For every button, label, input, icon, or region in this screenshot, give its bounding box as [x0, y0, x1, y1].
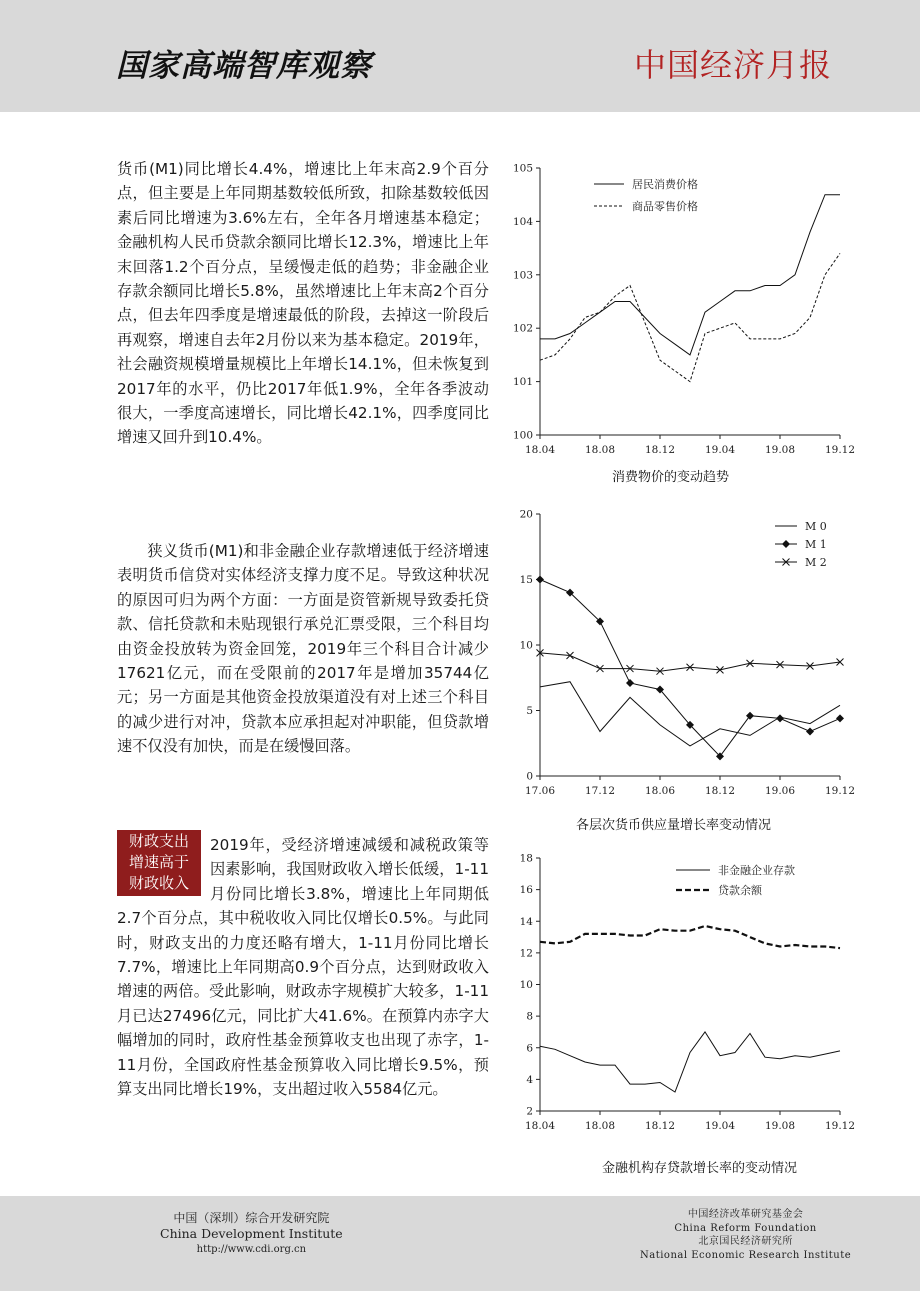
y-tick-label: 12 — [519, 947, 533, 960]
y-tick-label: 10 — [519, 979, 533, 991]
footer-neri-name-en: National Economic Research Institute — [640, 1249, 852, 1261]
legend-label-1: M 1 — [805, 538, 827, 551]
data-point-diamond — [746, 712, 754, 720]
data-point-diamond — [626, 679, 634, 687]
y-tick-label: 20 — [519, 508, 533, 521]
x-tick-label: 18.12 — [704, 785, 736, 797]
x-tick-label: 19.08 — [764, 444, 796, 456]
series-line-2 — [540, 653, 840, 671]
series-line-0 — [540, 1032, 840, 1092]
badge-line-3: 财政收入 — [128, 874, 189, 892]
deposit-loan-chart — [500, 848, 860, 1148]
x-tick-label: 17.12 — [584, 785, 616, 797]
x-tick-label: 19.06 — [764, 785, 796, 797]
legend-label-0: 非金融企业存款 — [718, 864, 795, 877]
data-point-diamond — [776, 714, 784, 722]
footer-crf-block — [640, 1208, 851, 1262]
x-tick-label: 19.04 — [704, 1120, 736, 1132]
legend-label-0: 居民消费价格 — [632, 178, 698, 191]
data-point-diamond — [806, 727, 814, 735]
cpi-chart-caption: 消费物价的变动趋势 — [612, 470, 730, 485]
x-tick-label: 19.12 — [824, 1120, 856, 1132]
x-tick-label: 19.12 — [824, 444, 856, 456]
data-point-diamond — [836, 714, 844, 722]
series-line-1 — [540, 926, 840, 948]
footer-cdi-block — [160, 1210, 343, 1258]
x-tick-label: 18.04 — [524, 444, 556, 456]
series-line-1 — [540, 253, 840, 381]
cpi-trend-chart — [500, 158, 860, 463]
y-tick-label: 18 — [519, 852, 533, 865]
x-tick-label: 18.12 — [644, 444, 676, 456]
footer-neri-name-cn: 北京国民经济研究所 — [698, 1236, 793, 1247]
series-line-0 — [540, 195, 840, 355]
footer-cdi-url[interactable]: http://www.cdi.org.cn — [196, 1244, 307, 1255]
y-tick-label: 5 — [526, 705, 533, 717]
footer-cdi-name-en: China Development Institute — [160, 1226, 343, 1241]
y-tick-label: 105 — [512, 162, 533, 175]
series-line-0 — [540, 682, 840, 746]
body-paragraph-1: 货币(M1)同比增长4.4%，增速比上年末高2.9个百分点，但主要是上年同期基数较低所致，扣除基数较低因素后同比增速为3.6%左右，全年各月增速基本稳定；金融机构人民币贷款余额同比增长12.3%，增速比上年末回落1.2个百分点，呈缓慢走低的趋势；非金融企业存款余额同比增长5.8%，虽然增速比上年末高2个百分点，但去年四季度是增速最低的阶段，去掉这一阶段后再观察，增速自去年2月份以来为基本稳定。2019年，社会融资规模增量规模比上年增长14.1%，但未恢复到2017年的水平，仍比2017年低1.9%，全年各季波动很大，一季度高速增长，同比增长42.1%，四季度同比增速又回升到10.4%。 — [117, 160, 489, 447]
x-tick-label: 18.08 — [584, 444, 616, 456]
legend-label-1: 商品零售价格 — [632, 200, 698, 213]
legend-marker-diamond — [782, 540, 790, 548]
y-tick-label: 0 — [526, 770, 533, 783]
money-supply-chart-caption: 各层次货币供应量增长率变动情况 — [576, 818, 772, 833]
report-title: 中国经济月报 — [633, 46, 832, 84]
chart-svg — [500, 504, 860, 804]
y-tick-label: 103 — [512, 269, 533, 282]
x-tick-label: 18.12 — [644, 1120, 676, 1132]
footer-cdi-name-cn: 中国（深圳）综合开发研究院 — [173, 1211, 330, 1225]
x-tick-label: 18.08 — [584, 1120, 616, 1132]
y-tick-label: 100 — [512, 429, 533, 442]
body-paragraph-2: 狭义货币(M1)和非金融企业存款增速低于经济增速表明货币信贷对实体经济支撑力度不足。导致这种状况的原因可归为两个方面：一方面是资管新规导致委托贷款、信托贷款和未贴现银行承兑汇票受限，三个科目均由资金投放转为资金回笼，2019年三个科目合计减少17621亿元，而在受限前的2017年是增加35744亿元；另一方面是其他资金投放渠道没有对上述三个科目的减少进行对冲，贷款本应承担起对冲职能，但贷款增速不仅没有加快，而是在缓慢回落。 — [117, 542, 489, 756]
legend-label-2: M 2 — [805, 556, 827, 569]
chart-svg — [500, 848, 860, 1148]
y-tick-label: 10 — [519, 639, 533, 652]
money-supply-chart — [500, 504, 860, 804]
brand-logo-text: 国家高端智库观察 — [116, 48, 372, 84]
y-tick-label: 101 — [512, 376, 533, 389]
x-tick-label: 19.12 — [824, 785, 856, 797]
page-footer — [0, 1196, 920, 1291]
section-heading-badge — [117, 830, 201, 896]
badge-line-2: 增速高于 — [128, 853, 189, 871]
x-tick-label: 19.04 — [704, 444, 736, 456]
y-tick-label: 2 — [526, 1105, 533, 1118]
chart-svg — [500, 158, 860, 463]
legend-label-1: 贷款余额 — [718, 884, 762, 897]
x-tick-label: 18.04 — [524, 1120, 556, 1132]
page-header — [0, 0, 920, 112]
fiscal-paragraph-text: 2019年，受经济增速减缓和减税政策等因素影响，我国财政收入增长低缓，1-11月份同比增长3.8%，增速比上年同期低2.7个百分点，其中税收收入同比仅增长0.5%。与此同时，财政支出的力度还略有增大，1-11月份同比增长7.7%，增速比上年同期高0.9个百分点，达到财政收入增速的两倍。受此影响，财政赤字规模扩大较多，1-11月已达27496亿元，同比扩大41.6%。在预算内赤字大幅增加的同时，政府性基金预算收支也出现了赤字，1-11月份，全国政府性基金预算收入同比增长9.5%，预算支出同比增长19%，支出超过收入5584亿元。 — [117, 836, 489, 1099]
x-tick-label: 19.08 — [764, 1120, 796, 1132]
x-tick-label: 18.06 — [644, 785, 676, 797]
data-point-diamond — [536, 576, 544, 584]
footer-crf-name-en: China Reform Foundation — [674, 1222, 817, 1234]
legend-label-0: M 0 — [805, 520, 827, 533]
body-paragraph-3 — [117, 833, 489, 1101]
y-tick-label: 8 — [526, 1010, 533, 1023]
y-tick-label: 14 — [519, 915, 533, 928]
y-tick-label: 4 — [526, 1073, 533, 1086]
y-tick-label: 6 — [526, 1042, 533, 1055]
x-tick-label: 17.06 — [524, 785, 556, 797]
y-tick-label: 102 — [512, 322, 533, 335]
y-tick-label: 104 — [512, 215, 533, 228]
y-tick-label: 16 — [519, 884, 533, 897]
badge-line-1: 财政支出 — [128, 832, 189, 850]
deposit-loan-chart-caption: 金融机构存贷款增长率的变动情况 — [602, 1161, 798, 1176]
footer-crf-name-cn: 中国经济改革研究基金会 — [687, 1209, 804, 1220]
y-tick-label: 15 — [519, 574, 533, 586]
